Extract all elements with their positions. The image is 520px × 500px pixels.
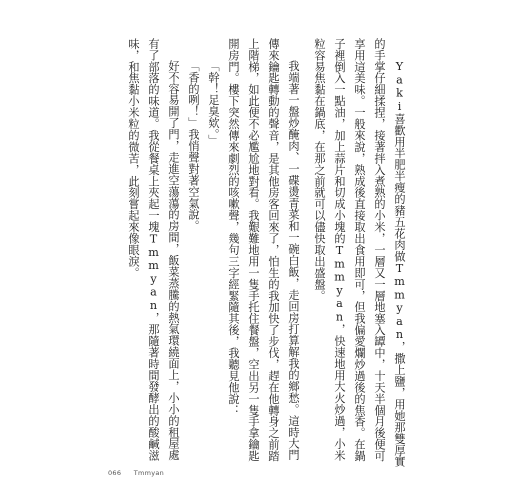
paragraph-1: Yaki喜歡用半肥半瘦的豬五花肉做Tmmyan，撒上鹽，用她那雙厚實的手掌仔細揉捏，接著拌入煮熟的小米，一層又一層地塞入罈中，十天半個月後便可享用這美味。一般來說，熟成後直接取出食用即可，但我偏愛爛炒過後的焦香。在鍋子裡倒入一點油，加上蒜片和切成小塊的Tmmyan，快速地用大火炒過，小米粒容易焦黏在鍋底，在那之前就可以儘快取出盛盤。 (313, 38, 406, 468)
page-footer (108, 469, 174, 477)
running-title: Tmmyan (133, 469, 165, 477)
page-number: 066 (108, 469, 122, 477)
paragraph-2: 我端著一盤炒醃肉、一碟燙青菜和一碗白飯，走回房打算解我的鄉愁。這時大門傳來鑰匙轉動的聲音，是其他房客回來了，怕生的我加快了步伐，趕在他轉身之前踏上階梯，如此便不必尷尬地對看。我艱難地用一隻手托住餐盤，空出另一隻手拿鑰匙開房門。樓下突然傳來劇烈的咳嗽聲，幾句三字經緊隨其後，我聽見他說： (227, 38, 300, 462)
vertical-text-block (123, 38, 415, 468)
paragraph-4: 「香的咧！」我悄聲對著空氣說。 (187, 60, 200, 233)
paragraph-3: 「幹！足臭欸。」 (207, 60, 220, 147)
paragraph-5: 好不容易開了門，走進空蕩蕩的房間，飯菜蒸騰的熱氣環繞面上，小小的租屋處有了部落的味道。我從餐桌上夾起一塊Tmmyan，那隨著時間發酵出的酸鹹滋味，和焦黏小米粒的微苦，此刻嘗起來像眼淚。 (127, 38, 180, 462)
